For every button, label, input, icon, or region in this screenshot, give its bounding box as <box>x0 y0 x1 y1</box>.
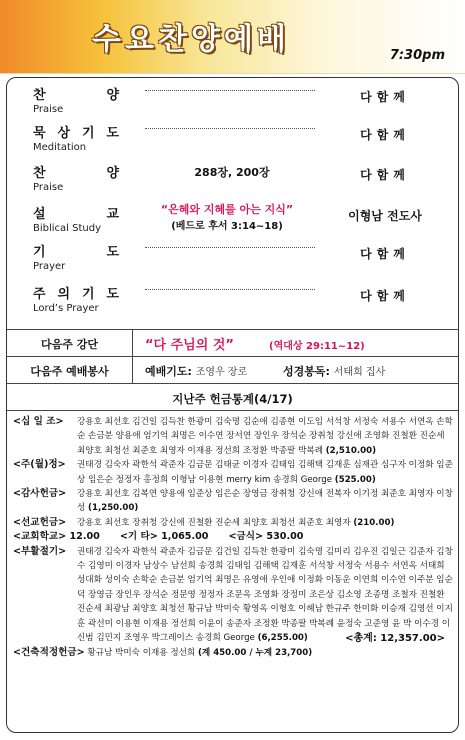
dotted-leader <box>145 247 315 248</box>
hymn-numbers: 288장, 200장 <box>194 166 270 179</box>
order-item-english: Biblical Study <box>33 223 101 234</box>
order-item-label: 묵 상 기 도 <box>33 126 119 141</box>
next-week-section <box>7 330 458 384</box>
offering-names: 황규남 박미숙 이재용 정선희 <box>87 647 196 658</box>
offering-list <box>13 415 453 660</box>
offering-total: <총계: 12,357.00> <box>345 632 445 644</box>
order-item-leader: 다함께 <box>360 168 410 182</box>
sermon-scripture: (베드로 후서 3:14~18) <box>171 221 283 232</box>
building-summary: (계 450.00 / 누계 23,700) <box>197 647 313 658</box>
offering-label: <십 일 조> <box>13 416 64 427</box>
next-sermon-title: “다 주님의 것” <box>145 338 234 353</box>
offering-amount: (2,510.00) <box>325 445 376 456</box>
order-item-label: 기 도 <box>33 245 119 260</box>
next-sermon-row <box>7 330 458 357</box>
order-item-leader: 이형남 전도사 <box>348 209 422 223</box>
order-item-label: 찬 양 <box>33 88 119 103</box>
offering-names: 권태경 김숙자 곽한석 곽준자 김금문 김건일 김득찬 한광미 김숙명 김미리 김우진 김일근 김준자 김창수 김영미 이경자 남상수 남선희 송경희 김태임 김해택 김재훈 서석창 서정숙 서용수 서연옥 서태희 성대화 성이숙 손학순 손금분 엄기억 최명은 유영애 우인애 이정화 이동운 이연희 이수연 이주분 임순덕 장영금 장인우 장석순 정문영 정정자 조문옥 조영화 장정미 조은상 김소영 조종명 조철자 진철환 진순세 최광남 최양호 최청선 황규남 박미숙 황영옥 이형호 이혜남 한규주 한미화 이승재 김영선 이지훈 곽선미 이용현 이재용 정선희 이윤이 송준자 조정환 박종팔 박복례 윤정숙 고준영 윤 박 이수경 이신범 김민지 조영우 박그레이스 송경희 George <box>77 546 453 644</box>
bulletin-card <box>6 77 459 733</box>
next-sermon-label: 다음주 강단 <box>7 330 133 357</box>
next-service-label: 다음주 예배봉사 <box>7 357 133 384</box>
dotted-leader <box>145 90 315 91</box>
prayer-assignment <box>145 363 247 379</box>
order-item-leader: 다함께 <box>360 90 410 104</box>
offering-label: <부활절기> <box>13 545 67 557</box>
next-service-row <box>7 357 458 384</box>
next-sermon-scripture: (역대상 29:11~12) <box>269 341 365 352</box>
dotted-leader <box>145 289 315 290</box>
offering-label: <주(월)정> <box>13 459 66 471</box>
offering-label: <건축적정헌금> <box>13 646 85 658</box>
order-item-leader: 다함께 <box>360 128 410 142</box>
offering-label: <감사헌금> <box>13 488 67 500</box>
fasting-offering: <금식> 530.00 <box>228 531 304 543</box>
offering-names: 강용호 최선호 장취청 강신애 진철환 진순세 최양호 최청선 최준호 최영자 <box>77 517 351 528</box>
offering-names: 강용호 최선호 김건일 김득찬 한광미 김숙명 김순애 김종현 이도임 서석창 서정숙 서용수 서연옥 손학순 손금분 양용애 엄기억 최명은 이수연 장서연 장인우 장석순 장취청 강신애 조영화 진철환 진순세 최양호 최청선 최준호 최영자 이재용 정선희 조정환 박종팔 박복례 <box>77 417 453 456</box>
order-item-english: Praise <box>33 182 64 193</box>
order-of-worship <box>7 78 458 330</box>
offering-names: 강용호 최선호 김복연 양용애 임준상 임은순 장영금 장취청 강신애 전복자 이기정 최준호 최영자 이창성 <box>77 489 453 514</box>
order-item-english: Prayer <box>33 261 66 272</box>
order-item-english: Meditation <box>33 142 87 153</box>
offering-amount: (1,250.00) <box>88 503 139 514</box>
other-offering: <기 타> 1,065.00 <box>119 531 209 543</box>
offering-entry-easter <box>13 545 453 646</box>
dotted-leader <box>145 128 315 129</box>
offering-section <box>7 385 458 733</box>
service-time: 7:30pm <box>389 48 445 63</box>
header-banner <box>0 0 465 74</box>
offering-entry-weekly <box>13 458 453 487</box>
reading-name: 서태희 집사 <box>333 367 386 378</box>
order-item-english: Lord’s Prayer <box>33 303 99 314</box>
service-title: 수요찬양예배 <box>92 22 290 57</box>
order-item-leader: 다함께 <box>360 247 410 261</box>
offering-entry-building <box>13 646 453 660</box>
offering-amount: (525.00) <box>334 474 376 485</box>
prayer-name: 조영우 장로 <box>195 367 248 378</box>
offering-amount: (210.00) <box>353 517 395 528</box>
offering-entry-mission <box>13 516 453 530</box>
order-item-label: 주 의 기 도 <box>33 287 119 302</box>
offering-names: 권태경 김숙자 곽한석 곽준자 김금문 김태균 이경자 김태임 김해택 김재훈 심재관 심구자 이정화 임준상 임은순 정정자 홍정희 이형남 이용현 merry kim 송경희 George <box>77 460 453 485</box>
church-school-offering: <교회학교> 12.00 <box>13 531 100 543</box>
prayer-label: 예배기도: <box>145 365 192 378</box>
offering-amount: (6,255.00) <box>257 633 308 644</box>
order-item-english: Praise <box>33 104 64 115</box>
order-item-leader: 다함께 <box>360 289 410 303</box>
offering-title: 지난주 헌금통계(4/17) <box>7 385 458 411</box>
offering-entry-tithe <box>13 415 453 458</box>
special-offerings <box>13 530 453 544</box>
reading-assignment <box>283 363 385 379</box>
offering-label: <선교헌금> <box>13 516 67 528</box>
sermon-title: “은혜와 지혜를 아는 지식” <box>160 203 294 216</box>
reading-label: 성경봉독: <box>283 365 330 378</box>
order-item-label: 설 교 <box>33 207 119 222</box>
offering-entry-thanksgiving <box>13 487 453 516</box>
order-item-label: 찬 양 <box>33 166 119 181</box>
